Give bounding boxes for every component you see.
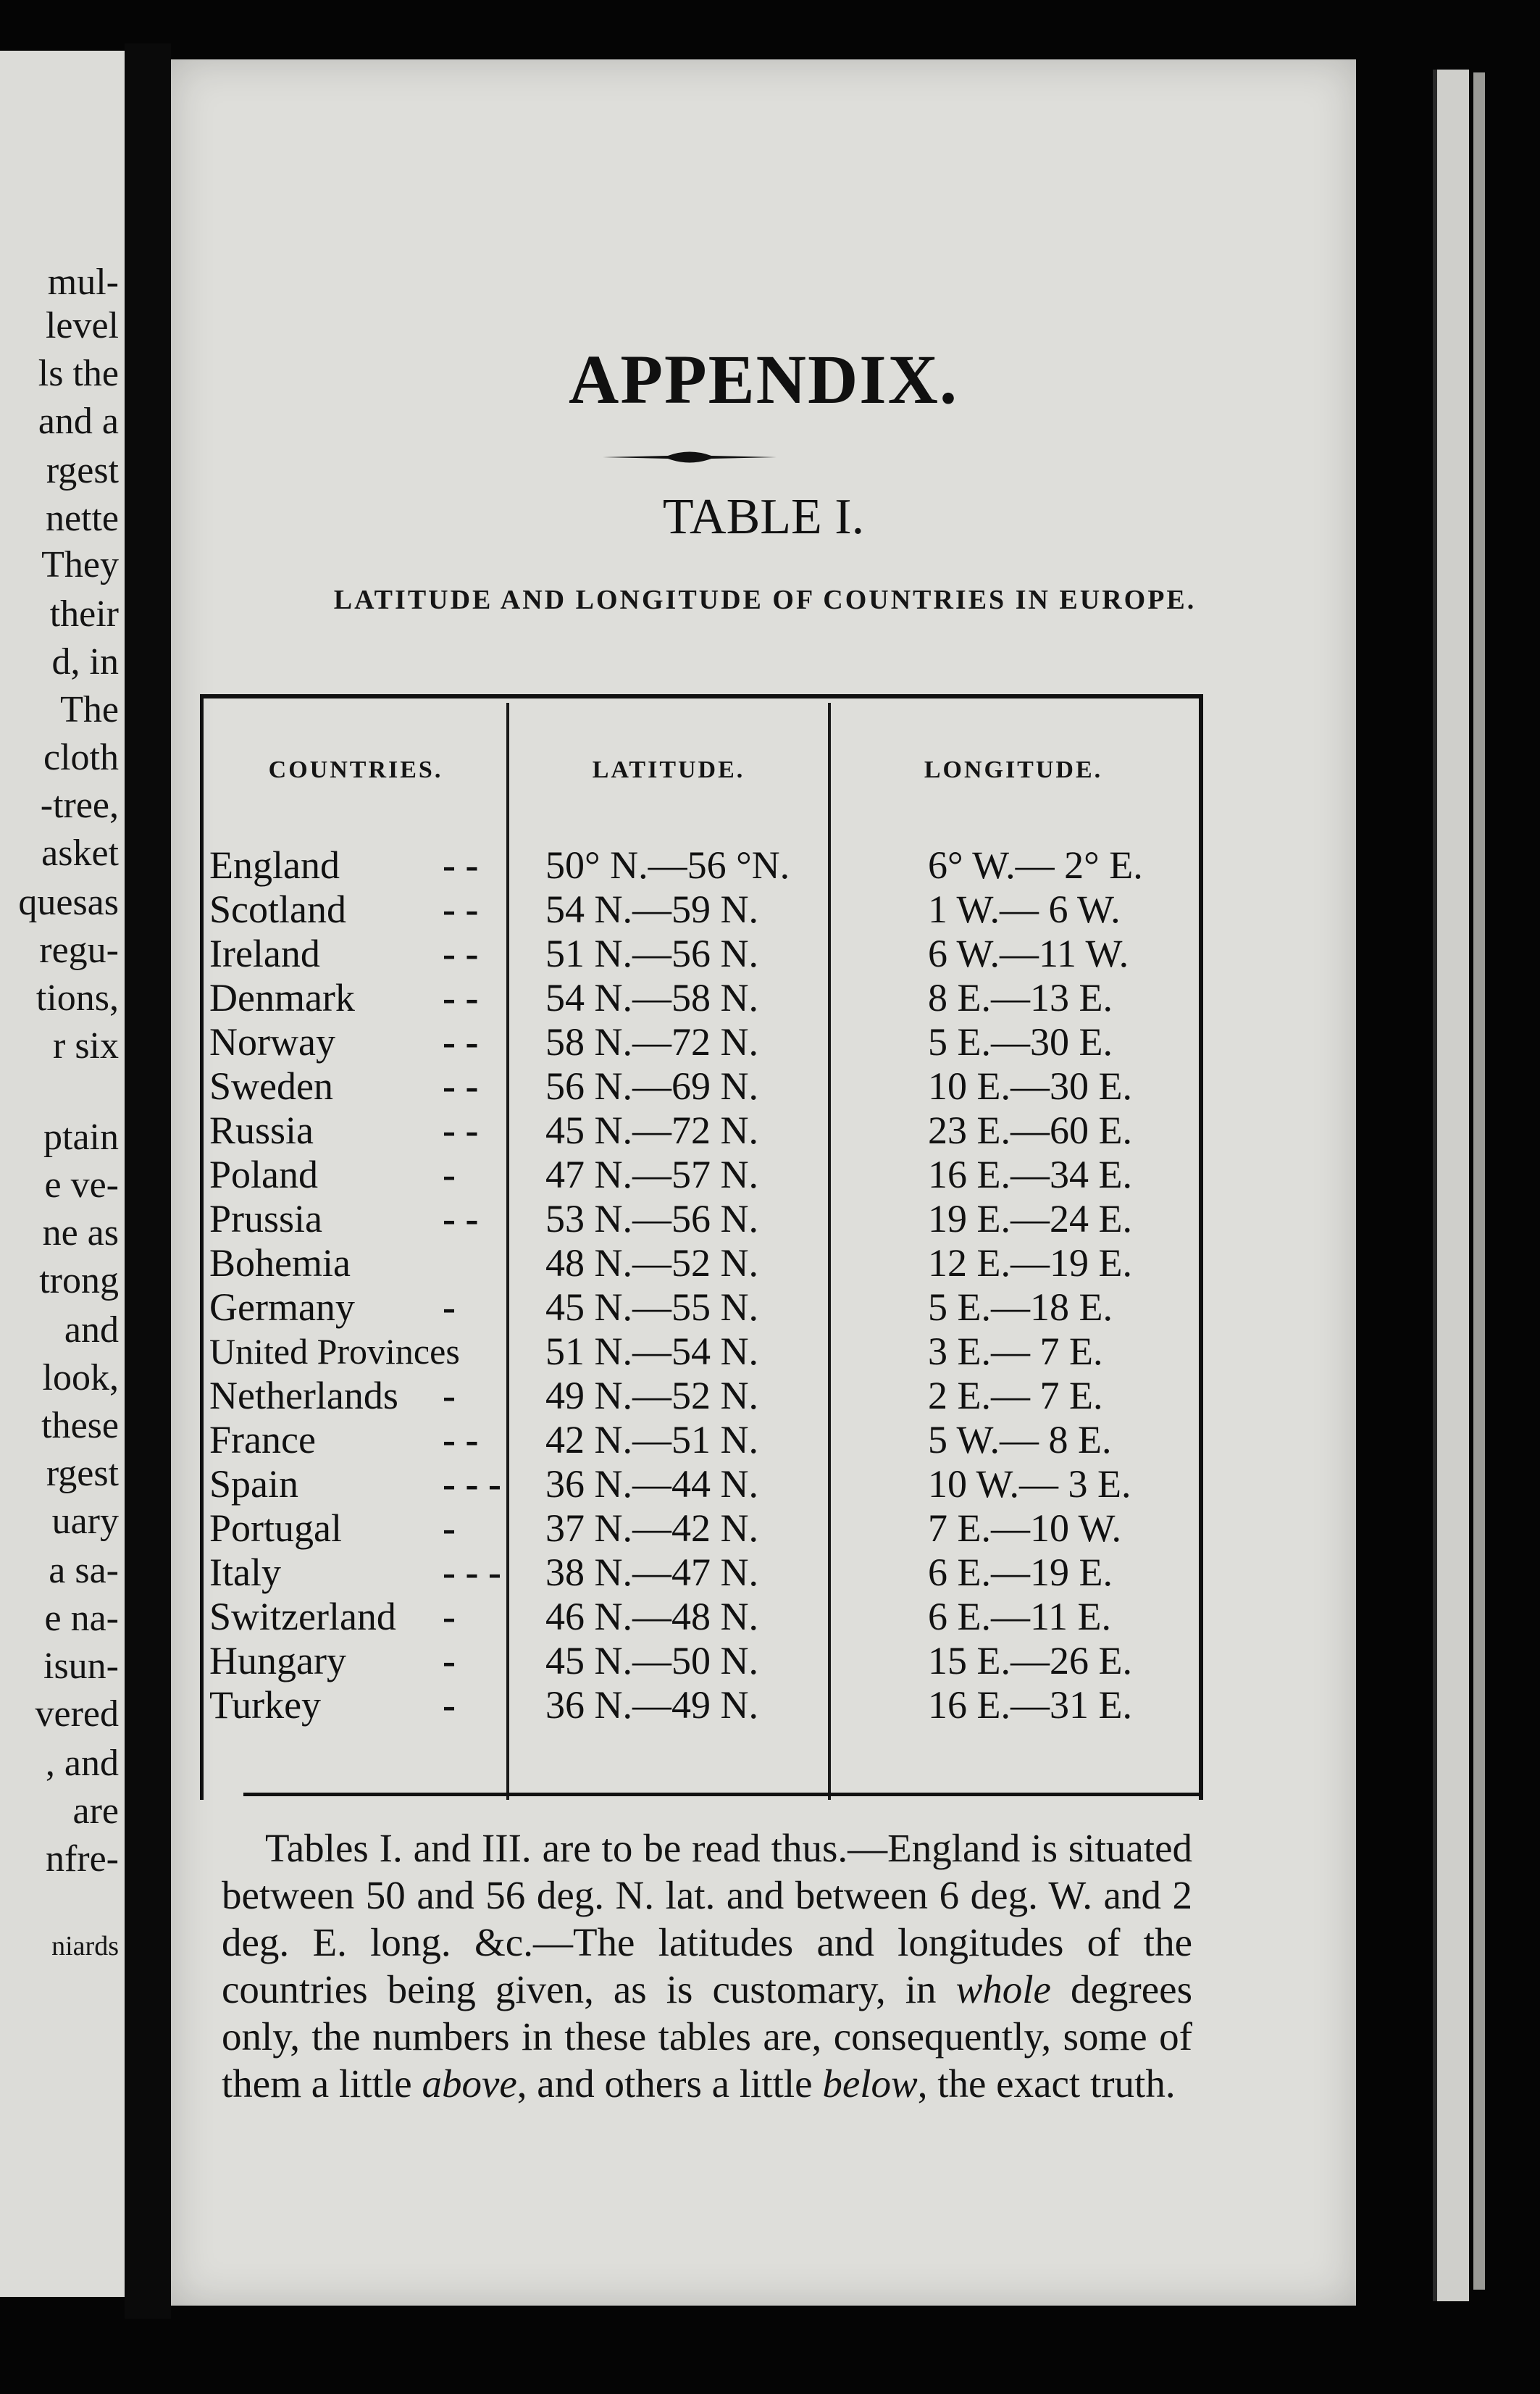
country-cell: Netherlands — [209, 1374, 398, 1417]
latitude-cell: 36 N.—44 N. — [545, 1462, 758, 1506]
left-page-text-fragment: level — [45, 305, 119, 346]
table-row — [204, 1109, 1199, 1153]
table-row — [204, 1595, 1199, 1639]
longitude-cell: 19 E.—24 E. — [928, 1197, 1132, 1240]
latitude-cell: 47 N.—57 N. — [545, 1153, 758, 1196]
latitude-cell: 45 N.—72 N. — [545, 1109, 758, 1152]
left-page-text-fragment: asket — [41, 833, 119, 874]
longitude-cell: 23 E.—60 E. — [928, 1109, 1132, 1152]
latitude-cell: 54 N.—58 N. — [545, 976, 758, 1019]
table-row — [204, 1064, 1199, 1109]
column-header-countries: COUNTRIES. — [268, 756, 443, 783]
leader-dashes: - — [443, 1374, 456, 1417]
table-row — [204, 843, 1199, 888]
left-page-text-fragment: d, in — [51, 641, 119, 683]
book-gutter — [125, 43, 171, 2319]
leader-dashes: - — [443, 1285, 456, 1329]
left-page-text-fragment: isun- — [43, 1646, 119, 1687]
note-text: degrees only, the numbers in these tables are, consequently, some of them a little — [222, 1967, 1192, 2106]
left-page-text-fragment: ls the — [38, 353, 119, 394]
left-page-fragment — [0, 51, 125, 2297]
appendix-page — [171, 59, 1356, 2306]
leader-dashes: - — [443, 1595, 456, 1638]
leader-dashes: - - — [443, 1197, 479, 1240]
longitude-cell: 16 E.—34 E. — [928, 1153, 1132, 1196]
leader-dashes: - - - — [443, 1462, 501, 1506]
longitude-cell: 6 E.—19 E. — [928, 1551, 1113, 1594]
table-row — [204, 976, 1199, 1020]
country-cell: Ireland — [209, 932, 320, 975]
left-page-text-fragment: cloth — [43, 737, 119, 778]
table-row — [204, 1683, 1199, 1727]
left-page-text-fragment: ptain — [43, 1117, 119, 1158]
table-row — [204, 1639, 1199, 1683]
table-row — [204, 1197, 1199, 1241]
left-page-text-fragment: uary — [51, 1501, 119, 1542]
table-row — [204, 1153, 1199, 1197]
column-header-latitude: LATITUDE. — [592, 756, 745, 783]
longitude-cell: 6° W.— 2° E. — [928, 843, 1143, 887]
country-cell: Italy — [209, 1551, 281, 1594]
country-cell: Switzerland — [209, 1595, 396, 1638]
leader-dashes: - — [443, 1683, 456, 1727]
note-text: , and others a little — [516, 2061, 823, 2106]
latitude-cell: 48 N.—52 N. — [545, 1241, 758, 1285]
left-page-text-fragment: niards — [51, 1931, 119, 1961]
country-cell: Turkey — [209, 1683, 322, 1727]
country-cell: Hungary — [209, 1639, 346, 1682]
page-edge-shadow — [1473, 72, 1485, 2290]
latitude-longitude-table — [200, 694, 1203, 1800]
leader-dashes: - — [443, 1153, 456, 1196]
table-row — [204, 932, 1199, 976]
longitude-cell: 7 E.—10 W. — [928, 1506, 1122, 1550]
leader-dashes: - - — [443, 888, 479, 931]
left-page-text-fragment: are — [72, 1790, 119, 1832]
note-emphasis: whole — [955, 1967, 1051, 2011]
longitude-cell: 1 W.— 6 W. — [928, 888, 1121, 931]
reading-note — [222, 1824, 1192, 2107]
leader-dashes: - - — [443, 843, 479, 887]
table-row — [204, 1418, 1199, 1462]
leader-dashes: - - — [443, 1109, 479, 1152]
note-text: , the exact truth. — [917, 2061, 1176, 2106]
latitude-cell: 38 N.—47 N. — [545, 1551, 758, 1594]
country-cell: Sweden — [209, 1064, 333, 1108]
left-page-text-fragment: trong — [39, 1260, 119, 1301]
longitude-cell: 10 W.— 3 E. — [928, 1462, 1131, 1506]
country-cell: France — [209, 1418, 316, 1461]
latitude-cell: 58 N.—72 N. — [545, 1020, 758, 1064]
left-page-text-fragment: regu- — [39, 930, 119, 971]
longitude-cell: 2 E.— 7 E. — [928, 1374, 1103, 1417]
latitude-cell: 45 N.—50 N. — [545, 1639, 758, 1682]
latitude-cell: 56 N.—69 N. — [545, 1064, 758, 1108]
country-cell: Denmark — [209, 976, 355, 1019]
longitude-cell: 5 E.—30 E. — [928, 1020, 1113, 1064]
left-page-text-fragment: vered — [35, 1693, 119, 1735]
country-cell: Russia — [209, 1109, 314, 1152]
longitude-cell: 15 E.—26 E. — [928, 1639, 1132, 1682]
left-page-text-fragment: The — [60, 689, 119, 730]
table-row — [204, 1020, 1199, 1064]
latitude-cell: 49 N.—52 N. — [545, 1374, 758, 1417]
longitude-cell: 8 E.—13 E. — [928, 976, 1113, 1019]
table-row — [204, 1374, 1199, 1418]
leader-dashes: - - - — [443, 1551, 501, 1594]
note-paragraph — [222, 1824, 1192, 2107]
left-page-text-fragment: e ve- — [44, 1164, 119, 1206]
latitude-cell: 51 N.—54 N. — [545, 1330, 758, 1373]
table-bottom-rule — [243, 1793, 1200, 1796]
country-cell: Norway — [209, 1020, 335, 1064]
longitude-cell: 3 E.— 7 E. — [928, 1330, 1103, 1373]
latitude-cell: 51 N.—56 N. — [545, 932, 758, 975]
longitude-cell: 16 E.—31 E. — [928, 1683, 1132, 1727]
longitude-cell: 6 W.—11 W. — [928, 932, 1129, 975]
left-page-text-fragment: a sa- — [49, 1550, 119, 1591]
table-row — [204, 1241, 1199, 1285]
left-page-text-fragment: tions, — [35, 977, 119, 1019]
leader-dashes: - - — [443, 932, 479, 975]
note-text: Tables I. and III. are to be read thus.—England is situated between 50 and 56 deg. N. lat. and between 6 deg. W. and 2 deg. E. long. &c.—The latitudes and longitudes of the countries being given, as is customary, in — [222, 1826, 1192, 2011]
table-label: TABLE I. — [662, 489, 865, 545]
left-page-text-fragment: their — [49, 593, 119, 635]
longitude-cell: 5 E.—18 E. — [928, 1285, 1113, 1329]
left-page-text-fragment: quesas — [18, 882, 119, 923]
leader-dashes: - - — [443, 976, 479, 1019]
leader-dashes: - — [443, 1639, 456, 1682]
leader-dashes: - - — [443, 1020, 479, 1064]
leader-dashes: - - — [443, 1064, 479, 1108]
left-page-text-fragment: e na- — [44, 1598, 119, 1639]
page-title: APPENDIX. — [569, 341, 958, 418]
table-row — [204, 1285, 1199, 1330]
longitude-cell: 10 E.—30 E. — [928, 1064, 1132, 1108]
leader-dashes: - - — [443, 1418, 479, 1461]
country-cell: Poland — [209, 1153, 319, 1196]
latitude-cell: 36 N.—49 N. — [545, 1683, 758, 1727]
left-page-text-fragment: nfre- — [45, 1838, 119, 1880]
longitude-cell: 6 E.—11 E. — [928, 1595, 1111, 1638]
note-emphasis: above — [422, 2061, 517, 2106]
left-page-text-fragment: , and — [45, 1743, 119, 1784]
column-header-longitude: LONGITUDE. — [924, 756, 1103, 783]
page-edge — [1433, 70, 1469, 2301]
table-row — [204, 1330, 1199, 1374]
latitude-cell: 42 N.—51 N. — [545, 1418, 758, 1461]
country-cell: Bohemia — [209, 1241, 351, 1285]
left-page-text-fragment: nette — [45, 498, 119, 539]
country-cell: Scotland — [209, 888, 346, 931]
table-row — [204, 1462, 1199, 1506]
left-page-text-fragment: mul- — [47, 262, 119, 303]
left-page-text-fragment: these — [41, 1405, 119, 1446]
latitude-cell: 45 N.—55 N. — [545, 1285, 758, 1329]
left-page-text-fragment: ne as — [42, 1212, 119, 1254]
latitude-cell: 46 N.—48 N. — [545, 1595, 758, 1638]
left-page-text-fragment: They — [41, 544, 119, 585]
country-cell: Portugal — [209, 1506, 342, 1550]
country-cell: Prussia — [209, 1197, 323, 1240]
latitude-cell: 54 N.—59 N. — [545, 888, 758, 931]
country-cell: Spain — [209, 1462, 299, 1506]
table-row — [204, 1551, 1199, 1595]
leader-dashes: - — [443, 1506, 456, 1550]
latitude-cell: 37 N.—42 N. — [545, 1506, 758, 1550]
longitude-cell: 5 W.— 8 E. — [928, 1418, 1112, 1461]
country-cell: Germany — [209, 1285, 355, 1329]
left-page-text-fragment: and a — [38, 401, 119, 442]
table-row — [204, 1506, 1199, 1551]
left-page-text-fragment: -tree, — [40, 785, 119, 826]
latitude-cell: 50° N.—56 °N. — [545, 843, 790, 887]
ornament-rule-icon — [603, 446, 777, 468]
country-cell: United Provinces — [209, 1331, 460, 1372]
left-page-text-fragment: look, — [42, 1357, 119, 1398]
table-row — [204, 888, 1199, 932]
longitude-cell: 12 E.—19 E. — [928, 1241, 1132, 1285]
country-cell: England — [209, 843, 340, 887]
note-emphasis: below — [822, 2061, 918, 2106]
latitude-cell: 53 N.—56 N. — [545, 1197, 758, 1240]
left-page-text-fragment: r six — [53, 1025, 119, 1067]
left-page-text-fragment: rgest — [46, 1453, 119, 1494]
table-subtitle: LATITUDE AND LONGITUDE OF COUNTRIES IN EUROPE. — [333, 585, 1197, 615]
left-page-text-fragment: and — [64, 1309, 119, 1351]
left-page-text-fragment: rgest — [46, 450, 119, 491]
